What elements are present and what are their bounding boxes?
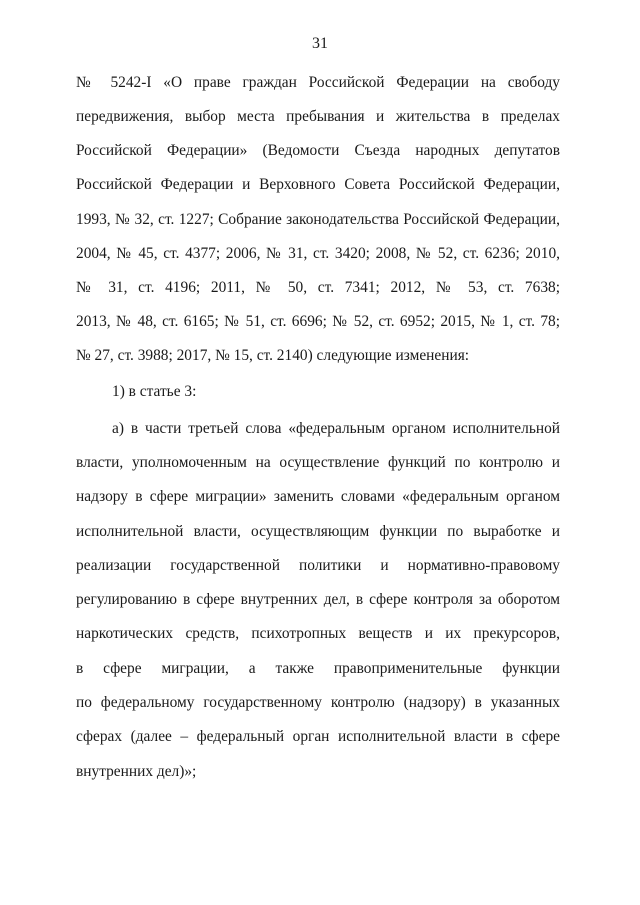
text-line: передвижения, выбор места пребывания и жительства в пределах — [76, 108, 560, 125]
text-line: Российской Федерации и Верховного Совета Российской Федерации, — [76, 176, 560, 193]
text-line: № 31, ст. 4196; 2011, № 50, ст. 7341; 2012, № 53, ст. 7638; — [76, 279, 560, 296]
text-line: внутренних дел)»; — [76, 763, 197, 780]
text-line: регулированию в сфере внутренних дел, в сфере контроля за оборотом — [76, 591, 560, 608]
text-line: 2004, № 45, ст. 4377; 2006, № 31, ст. 3420; 2008, № 52, ст. 6236; 2010, — [76, 245, 560, 262]
text-line: Российской Федерации» (Ведомости Съезда народных депутатов — [76, 142, 560, 159]
text-line: реализации государственной политики и нормативно-правовому — [76, 557, 560, 574]
text-line: надзору в сфере миграции» заменить словами «федеральным органом — [76, 488, 560, 505]
text-line: по федеральному государственному контролю (надзору) в указанных — [76, 694, 560, 711]
text-line: власти, уполномоченным на осуществление функций по контролю и — [76, 454, 560, 471]
list-item-heading: 1) в статье 3: — [112, 383, 197, 400]
text-line: № 27, ст. 3988; 2017, № 15, ст. 2140) следующие изменения: — [76, 347, 470, 364]
text-line: в сфере миграции, а также правоприменительные функции — [76, 660, 560, 677]
text-line: а) в части третьей слова «федеральным органом исполнительной — [112, 420, 560, 437]
text-line: № 5242-I «О праве граждан Российской Федерации на свободу — [76, 74, 560, 91]
text-line: исполнительной власти, осуществляющим функции по выработке и — [76, 523, 560, 540]
text-line: 1993, № 32, ст. 1227; Собрание законодательства Российской Федерации, — [76, 211, 560, 228]
text-line: наркотических средств, психотропных веществ и их прекурсоров, — [76, 625, 560, 642]
page-number: 31 — [312, 35, 328, 52]
text-line: сферах (далее – федеральный орган исполнительной власти в сфере — [76, 728, 560, 745]
text-line: 2013, № 48, ст. 6165; № 51, ст. 6696; № 52, ст. 6952; 2015, № 1, ст. 78; — [76, 313, 560, 330]
